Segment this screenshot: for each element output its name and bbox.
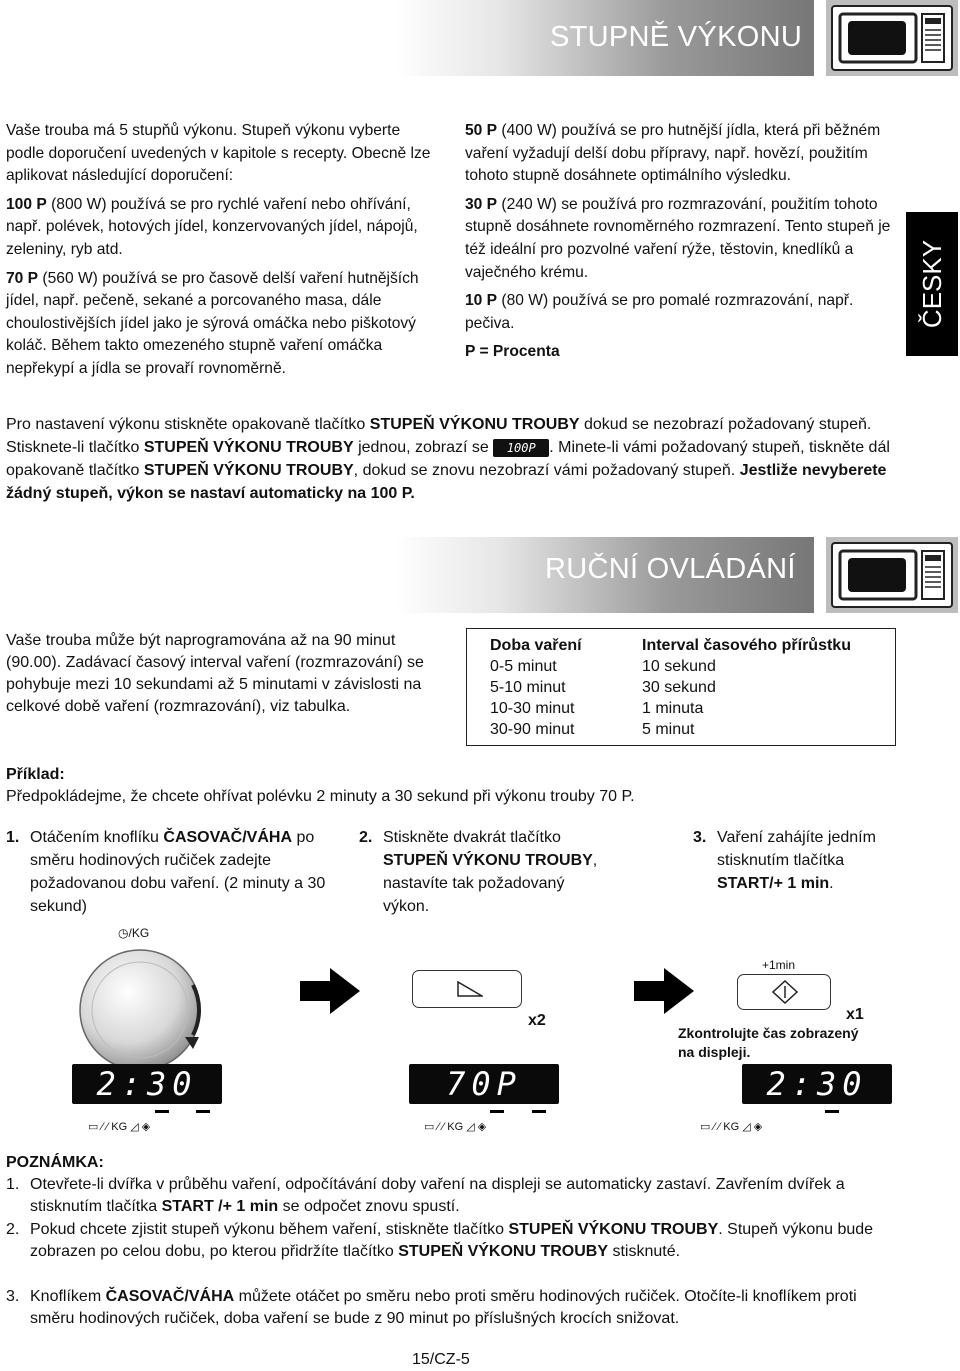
table-cell: 30-90 minut — [490, 721, 575, 738]
page-number: 15/CZ-5 — [412, 1351, 470, 1368]
example-label: Příklad: — [6, 766, 65, 783]
power-level-icon — [457, 981, 483, 997]
plus-1min-label: +1min — [762, 958, 796, 972]
table-header-1: Doba vaření — [490, 637, 582, 654]
display-symbols-row: ▭ ⁄ ⁄ KG ◿ ◈ — [700, 1121, 763, 1133]
start-plus-1min-button[interactable] — [737, 974, 831, 1010]
knob-label: ◷/KG — [118, 926, 150, 940]
table-header-2: Interval časového přírůstku — [642, 637, 851, 654]
inline-display-100p: 100P — [493, 439, 549, 457]
note-item-3: 3. Knoflíkem ČASOVAČ/VÁHA můžete otáčet po směru nebo proti směru hodinových ručiček. Otočíte-li knoflíkem proti směru hodinových ručiček, doba vaření se bude z 90 minut po příslušných krocích snižovat. — [6, 1288, 857, 1327]
manual-intro-text: Vaše trouba může být naprogramována až na 90 minut (90.00). Zadávací časový interval vaření (rozmrazování) se pohybuje mezi 10 sekundami až 5 minutami v závislosti na celkové době vaření (rozmrazování), viz tabulka. — [6, 632, 424, 715]
table-cell: 5-10 minut — [490, 679, 566, 696]
example-text: Předpokládejme, že chcete ohřívat polévku 2 minuty a 30 sekund při výkonu trouby 70 P. — [6, 788, 635, 805]
check-display-note: Zkontrolujte čas zobrazený na displeji. — [678, 1025, 859, 1060]
timer-weight-knob[interactable] — [75, 945, 205, 1075]
page-title-manual: RUČNÍ OVLÁDÁNÍ — [545, 553, 796, 585]
step-1: 1. Otáčením knoflíku ČASOVAČ/VÁHA po směru hodinových ručiček zadejte požadovanou dobu vaření. (2 minuty a 30 sekund) — [6, 829, 326, 915]
intro-text: Vaše trouba má 5 stupňů výkonu. Stupeň výkonu vyberte podle doporučení uvedených v kapitole s recepty. Obecně lze aplikovat následující doporučení: — [6, 122, 431, 185]
display-indicator — [825, 1110, 839, 1113]
start-icon — [772, 980, 798, 1004]
lcd-display-3: 2:30 — [742, 1064, 892, 1104]
power-setting-paragraph: Pro nastavení výkonu stiskněte opakovaně tlačítko STUPEŇ VÝKONU TROUBY dokud se nezobrazí požadovaný stupeň. Stisknete-li tlačítko STUPEŇ VÝKONU TROUBY jednou, zobrazí se 100P . Minete-li vámi požadovaný stupeň, tiskněte dál opakovaně tlačítko STUPEŇ VÝKONU TROUBY, dokud se znovu nezobrazí vámi požadovaný stupeň. Jestliže nevyberete žádný stupeň, výkon se nastaví automaticky na 100 P. — [6, 416, 890, 502]
note-item-1: 1. Otevřete-li dvířka v průběhu vaření, odpočítávání doby vaření na displeji se automaticky zastaví. Zavřením dvířek a stisknutím tlačítka START /+ 1 min se odpočet znovu spustí. — [6, 1176, 845, 1215]
note-title: POZNÁMKA: — [6, 1154, 104, 1171]
lcd-display-2: 70P — [409, 1064, 559, 1104]
display-indicator — [196, 1110, 210, 1113]
display-symbols-row: ▭ ⁄ ⁄ KG ◿ ◈ — [88, 1121, 151, 1133]
power-70-desc: 70 P (560 W) používá se pro časově delší vaření hutnějších jídel, např. pečeně, sekané a porcovaného masa, dále choulostivějších jídel jako je sýrová omáčka nebo piškotový koláč. Během takto omezeného stupně vaření omáčka nepřekypí a jídla se provaří rovnoměrně. — [6, 269, 419, 377]
press-twice-label: x2 — [528, 1012, 546, 1029]
display-indicator — [532, 1110, 546, 1113]
press-once-label: x1 — [846, 1006, 864, 1023]
table-cell: 30 sekund — [642, 679, 716, 696]
power-level-button[interactable] — [412, 970, 522, 1008]
table-cell: 10-30 minut — [490, 700, 575, 717]
note-item-2: 2. Pokud chcete zjistit stupeň výkonu během vaření, stiskněte tlačítko STUPEŇ VÝKONU TROUBY. Stupeň výkonu bude zobrazen po celou dobu, po kterou přidržíte tlačítko STUPEŇ VÝKONU TROUBY stisknuté. — [6, 1221, 874, 1260]
microwave-icon-2 — [826, 537, 958, 613]
step-3: 3. Vaření zahájíte jedním stisknutím tlačítka START/+ 1 min. — [693, 829, 876, 892]
table-cell: 5 minut — [642, 721, 695, 738]
display-symbols-row: ▭ ⁄ ⁄ KG ◿ ◈ — [424, 1121, 487, 1133]
microwave-icon — [826, 0, 958, 76]
lcd-display-1: 2:30 — [72, 1064, 222, 1104]
step-2: 2. Stiskněte dvakrát tlačítko STUPEŇ VÝKONU TROUBY, nastavíte tak požadovaný výkon. — [359, 829, 598, 915]
table-cell: 0-5 minut — [490, 658, 557, 675]
power-levels-left-column — [6, 120, 436, 387]
arrow-right-icon — [634, 968, 694, 1014]
power-100-desc: 100 P (800 W) používá se pro rychlé vaření nebo ohřívání, např. polévek, hotových jídel, konzervovaných jídel, nápojů, zeleniny, ryb atd. — [6, 195, 418, 258]
table-cell: 1 minuta — [642, 700, 704, 717]
power-levels-right-column — [465, 120, 897, 370]
table-cell: 10 sekund — [642, 658, 716, 675]
language-tab: ČESKY — [906, 212, 958, 356]
display-indicator — [490, 1110, 504, 1113]
percent-legend: P = Procenta — [465, 343, 560, 361]
power-10-desc: 10 P (80 W) používá se pro pomalé rozmrazování, např. pečiva. — [465, 292, 854, 332]
power-30-desc: 30 P (240 W) se používá pro rozmrazování, použitím tohoto stupně dosáhnete rovnoměrného rozmrazení. Tento stupeň je též ideální pro pozvolné vaření rýže, těstovin, knedlíků a vaječného krému. — [465, 195, 891, 281]
arrow-right-icon — [300, 968, 360, 1014]
page-title-power-levels: STUPNĚ VÝKONU — [550, 21, 803, 53]
power-50-desc: 50 P (400 W) používá se pro hutnější jídla, která při běžném vaření vyžadují delší dobu přípravy, např. hovězí, použitím tohoto stupně dosáhnete optimálního výsledku. — [465, 122, 881, 185]
display-indicator — [155, 1110, 169, 1113]
